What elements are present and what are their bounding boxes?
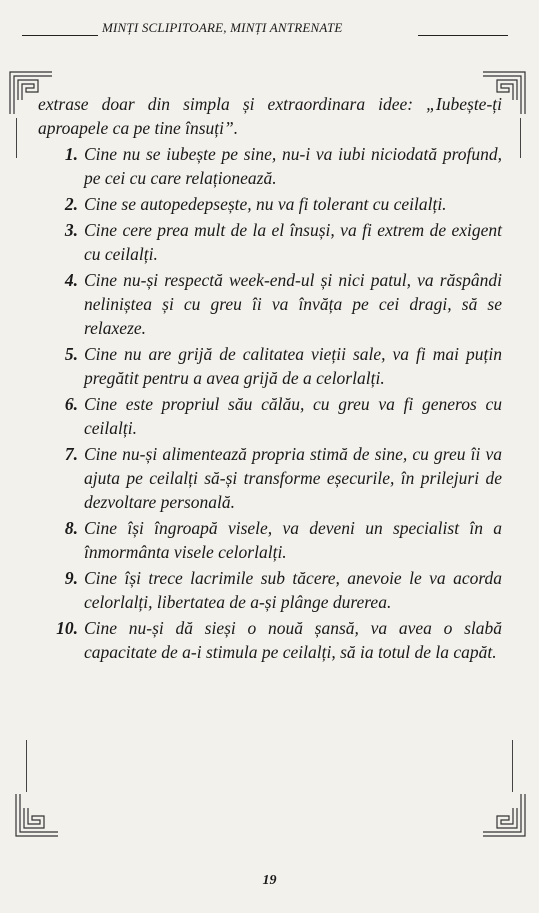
list-item	[38, 616, 502, 664]
body-text	[38, 92, 502, 666]
list-item-text: Cine cere prea mult de la el însuși, va fi extrem de exigent cu ceilalți.	[84, 220, 502, 264]
corner-ornament-bottom-left	[14, 792, 60, 838]
list-item-number: 5.	[64, 344, 78, 364]
list-item-text: Cine își trece lacrimile sub tăcere, anevoie le va acorda celorlalți, libertatea de a-și plânge durerea.	[84, 568, 502, 612]
frame-line-bottom-left	[26, 740, 27, 792]
list-item	[38, 442, 502, 514]
list-item	[38, 392, 502, 440]
header-rule-left	[22, 35, 98, 36]
list-item-text: Cine este propriul său călău, cu greu va fi generos cu ceilalți.	[84, 394, 502, 438]
list-item-text: Cine nu-și alimentează propria stimă de sine, cu greu îi va ajuta pe ceilalți să-și transforme eșecurile, în prilejuri de dezvoltare personală.	[84, 444, 502, 512]
list-item-number: 4.	[64, 270, 78, 290]
list-item-text: Cine nu are grijă de calitatea vieții sale, va fi mai puțin pregătit pentru a avea grijă de a celorlalți.	[84, 344, 502, 388]
list-item-number: 7.	[64, 444, 78, 464]
list-item-text: Cine se autopedepsește, nu va fi tolerant cu ceilalți.	[84, 194, 447, 214]
header-rule-right	[418, 35, 508, 36]
list-item-number: 8.	[64, 518, 78, 538]
corner-ornament-bottom-right	[481, 792, 527, 838]
list-item-number: 6.	[64, 394, 78, 414]
list-item-number: 1.	[64, 144, 78, 164]
frame-line-bottom-right	[512, 740, 513, 792]
list-item-number: 10.	[56, 618, 78, 638]
list-item	[38, 192, 502, 216]
running-header-title: MINȚI SCLIPITOARE, MINȚI ANTRENATE	[102, 20, 343, 35]
list-item	[38, 268, 502, 340]
page-number: 19	[262, 873, 277, 888]
list-item	[38, 218, 502, 266]
intro-paragraph: extrase doar din simpla și extraordinara idee: „Iubește-ți aproapele ca pe tine însuți”.	[38, 94, 502, 138]
frame-line-right	[520, 118, 521, 158]
running-header	[22, 18, 508, 42]
list-item	[38, 142, 502, 190]
numbered-list	[38, 142, 502, 664]
list-item	[38, 342, 502, 390]
list-item	[38, 516, 502, 564]
list-item-number: 3.	[64, 220, 78, 240]
list-item-number: 9.	[64, 568, 78, 588]
list-item-text: Cine nu-și dă sieși o nouă șansă, va avea o slabă capacitate de a-i stimula pe ceilalți, să ia totul de la capăt.	[84, 618, 502, 662]
list-item-text: Cine își îngroapă visele, va deveni un specialist în a înmormânta visele celorlalți.	[84, 518, 502, 562]
list-item-number: 2.	[64, 194, 78, 214]
list-item-text: Cine nu se iubește pe sine, nu-i va iubi niciodată profund, pe cei cu care relaționează.	[84, 144, 502, 188]
frame-line-left	[16, 118, 17, 158]
list-item-text: Cine nu-și respectă week-end-ul și nici patul, va răspândi neliniștea și cu greu îi va învăța pe cei dragi, să se relaxeze.	[84, 270, 502, 338]
list-item	[38, 566, 502, 614]
